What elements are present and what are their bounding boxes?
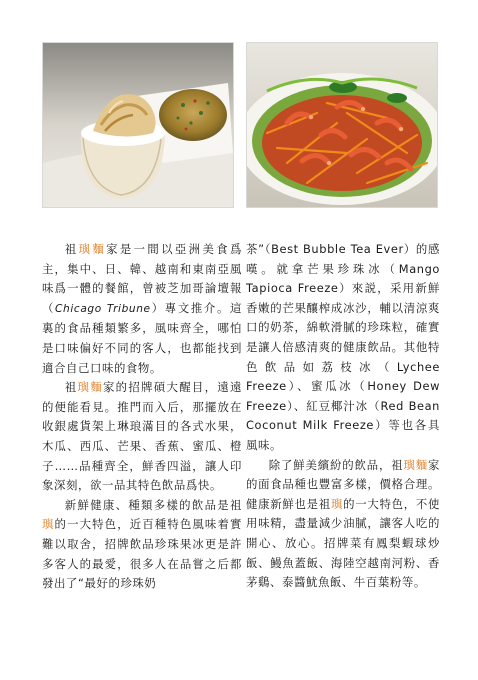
brand-name: 祖璵麵: [391, 457, 428, 472]
paragraph: 茶”（Best Bubble Tea Ever）的感嘆。就拿芒果珍珠冰（Mango Tapioca Freeze）來説，采用新鮮香嫩的芒果釀榨成冰沙，輔以清涼爽口的奶茶，綿軟滑膩的珍珠粒，確實是讓人倍感清爽的健康飲品。其他特色飲品如荔枝冰（Lychee Freeze）、蜜瓜冰（Honey Dew Freeze）、紅豆椰汁冰（Red Bean Coconut Milk Freeze）等也各具風味。: [246, 242, 440, 452]
paragraph: 除了鮮美繽紛的飲品，祖璵麵家的面食品種也豐富多樣，價格合理。健康新鮮也是祖璵的一大特色，不使用味精，盡量減少油膩，讓客人吃的開心、放心。招牌菜有鳳梨蝦球炒飯、鰻魚蓋飯、海陸空越南河粉、香茅鷄、泰醬魷魚飯、牛百葉粉等。: [246, 457, 440, 590]
text-column-right: [246, 240, 440, 593]
shrimp-salad-photo: [246, 42, 438, 208]
paragraph: 祖璵麵家是一間以亞洲美食爲主，集中、日、韓、越南和東南亞風味爲一體的餐館，曾被芝加哥論壇報（Chicago Tribune）專文推介。這裏的食品種類繁多，風味齊全，哪怕是口味偏好不同的客人，也都能找到適合自己口味的食物。: [42, 242, 242, 375]
chicago-tribune-text: Chicago Tribune: [55, 302, 151, 315]
paragraph: 新鮮健康、種類多樣的飲品是祖璵的一大特色，近百種特色風味着實難以取舍，招牌飲品珍珠果冰更是許多客人的最愛，很多人在品嘗之后都發出了“最好的珍珠奶: [42, 497, 242, 591]
brand-name: 祖璵麵: [64, 380, 103, 395]
brand-name: 祖璵: [318, 496, 344, 511]
brand-name: 祖璵麵: [64, 242, 107, 256]
brand-name: 祖璵: [42, 497, 242, 532]
coconut-dish-photo: [42, 42, 234, 208]
text-column-left: [42, 240, 242, 594]
paragraph: 祖璵麵家的招牌碩大醒目，遠遠的便能看見。推門而入后，那擺放在收銀處貨架上琳琅滿目的各式水果，木瓜、西瓜、芒果、香蕉、蜜瓜、橙子……品種齊全，鮮香四溢，讓人印象深刻，欲一品其特色飲品爲快。: [42, 380, 243, 493]
